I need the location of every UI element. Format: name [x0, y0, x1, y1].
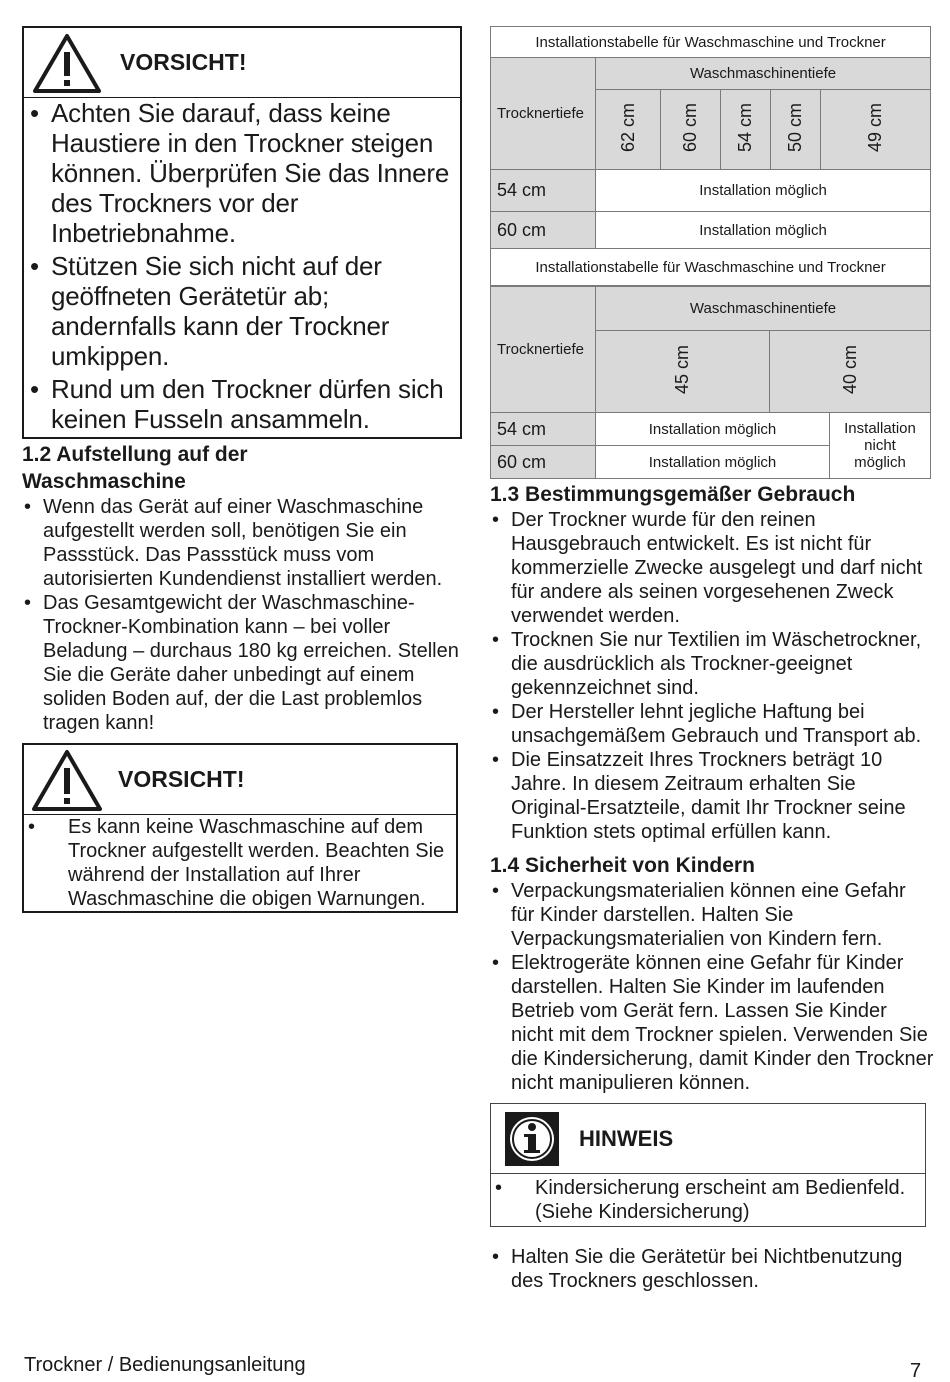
column-label: 60 cm: [680, 102, 700, 153]
page-number: 7: [910, 1360, 922, 1382]
left-column: [22, 26, 462, 913]
list-item: • Trocknen Sie nur Textilien im Wäschetrockner, die ausdrücklich als Trockner-geeignet gekennzeichnet sind.: [490, 628, 934, 700]
section-heading-1-3: 1.3 Bestimmungsgemäßer Gebrauch: [490, 483, 856, 506]
row-label: 54 cm: [491, 413, 596, 446]
list-item: • Halten Sie die Gerätetür bei Nichtbenutzung des Trockners geschlossen.: [490, 1245, 934, 1293]
column-label: 54 cm: [735, 102, 755, 153]
warning-triangle-icon: [32, 32, 102, 94]
warning-item: • Achten Sie darauf, dass keine Haustiere in den Trockner steigen können. Überprüfen Sie das Innere des Trockners vor der Inbetriebnahme.: [30, 98, 456, 248]
section-heading-1-4: 1.4 Sicherheit von Kindern: [490, 854, 755, 877]
table-cell: Installation möglich: [596, 413, 830, 446]
list-item: • Die Einsatzzeit Ihres Trockners beträgt 10 Jahre. In diesem Zeitraum erhalten Sie Original-Ersatzteile, damit Ihr Trockner seine Funktion stets optimal erfüllen kann.: [490, 748, 934, 844]
column-header: [596, 331, 770, 413]
info-icon: [505, 1112, 559, 1166]
warning-triangle-icon: [30, 748, 104, 812]
column-header: [771, 90, 821, 170]
column-header: [721, 90, 771, 170]
row-label: 54 cm: [491, 170, 596, 212]
warning-title: VORSICHT!: [118, 766, 245, 792]
warning-body: [24, 815, 456, 911]
table-caption: Installationstabelle für Waschmaschine und Trockner: [491, 27, 931, 58]
section-1-3-list: [490, 508, 934, 844]
list-item: • Elektrogeräte können eine Gefahr für Kinder darstellen. Halten Sie Kinder im laufenden Betrieb vom Gerät fern. Lassen Sie Kinder nicht mit dem Trockner spielen. Verwenden Sie die Kindersicherung, damit Kinder den Trockner nicht manipulieren können.: [490, 951, 934, 1095]
column-label: 50 cm: [785, 102, 805, 153]
note-title: HINWEIS: [579, 1125, 674, 1151]
column-header: [770, 331, 931, 413]
warning-text: Es kann keine Waschmaschine auf dem Trockner aufgestellt werden. Beachten Sie während der Installation auf Ihrer Waschmaschine die obigen Warnungen.: [68, 816, 445, 910]
warning-box-1: [22, 26, 462, 439]
right-column: [490, 26, 934, 1293]
warning-box-2: [22, 743, 458, 913]
warning-header: [24, 28, 460, 98]
merged-cell-line: möglich: [854, 454, 906, 471]
column-label: 62 cm: [617, 102, 638, 153]
warning-item: • Rund um den Trockner dürfen sich keinen Fusseln ansammeln.: [30, 374, 456, 434]
heading-line: Waschmaschine: [22, 470, 186, 493]
group-header: Waschmaschinentiefe: [596, 58, 931, 90]
table-cell: Installation möglich: [596, 212, 931, 249]
row-label: 60 cm: [491, 212, 596, 249]
installation-table-2: [490, 286, 931, 479]
section-heading-1-2: [22, 441, 462, 495]
column-header: [661, 90, 721, 170]
footer-title: Trockner / Bedienungsanleitung: [24, 1354, 306, 1376]
bullet: •: [495, 1177, 503, 1199]
list-item: • Der Trockner wurde für den reinen Hausgebrauch entwickelt. Es ist nicht für kommerzielle Zwecke ausgelegt und darf nicht für andere als seinen vorgesehenen Zweck verwendet werden.: [490, 508, 934, 628]
warning-title: VORSICHT!: [120, 49, 247, 75]
note-text: Kindersicherung erscheint am Bedienfeld. (Siehe Kindersicherung): [535, 1177, 906, 1223]
list-item: • Wenn das Gerät auf einer Waschmaschine aufgestellt werden soll, benötigen Sie ein Passstück. Das Passstück muss vom autorisierten Kundendienst installiert werden.: [22, 495, 462, 591]
column-label: 40 cm: [839, 344, 860, 395]
section-1-2-list: [22, 495, 462, 735]
list-item: • Verpackungsmaterialien können eine Gefahr für Kinder darstellen. Halten Sie Verpackungsmaterialien von Kindern fern.: [490, 879, 934, 951]
note-box: [490, 1103, 926, 1227]
table-cell: Installation möglich: [596, 170, 931, 212]
warning-list: [24, 98, 460, 434]
row-header: Trocknertiefe: [491, 58, 596, 170]
column-header: [596, 90, 661, 170]
section-1-4-list: [490, 879, 934, 1095]
warning-header: [24, 745, 456, 815]
column-label: 49 cm: [865, 102, 886, 153]
table-caption: Installationstabelle für Waschmaschine und Trockner: [491, 249, 931, 286]
column-header: [821, 90, 931, 170]
note-header: [491, 1104, 925, 1174]
merged-cell-line: Installation: [844, 420, 916, 437]
note-body: [491, 1174, 925, 1226]
final-list: [490, 1245, 934, 1293]
row-header: Trocknertiefe: [491, 287, 596, 413]
merged-cell: [830, 413, 931, 479]
group-header: Waschmaschinentiefe: [596, 287, 931, 331]
list-item: • Das Gesamtgewicht der Waschmaschine-Trockner-Kombination kann – bei voller Beladung – durchaus 180 kg erreichen. Stellen Sie die Geräte daher unbedingt auf einem soliden Boden auf, der die Last problemlos tragen kann!: [22, 591, 462, 735]
warning-item: • Stützen Sie sich nicht auf der geöffneten Gerätetür ab; andernfalls kann der Trockner umkippen.: [30, 251, 456, 371]
bullet: •: [28, 816, 36, 838]
row-label: 60 cm: [491, 446, 596, 479]
installation-table-1: [490, 26, 931, 286]
heading-line: 1.2 Aufstellung auf der: [22, 443, 248, 466]
column-label: 45 cm: [672, 344, 692, 395]
table-cell: Installation möglich: [596, 446, 830, 479]
list-item: • Der Hersteller lehnt jegliche Haftung bei unsachgemäßem Gebrauch und Transport ab.: [490, 700, 934, 748]
merged-cell-line: nicht: [864, 437, 896, 454]
